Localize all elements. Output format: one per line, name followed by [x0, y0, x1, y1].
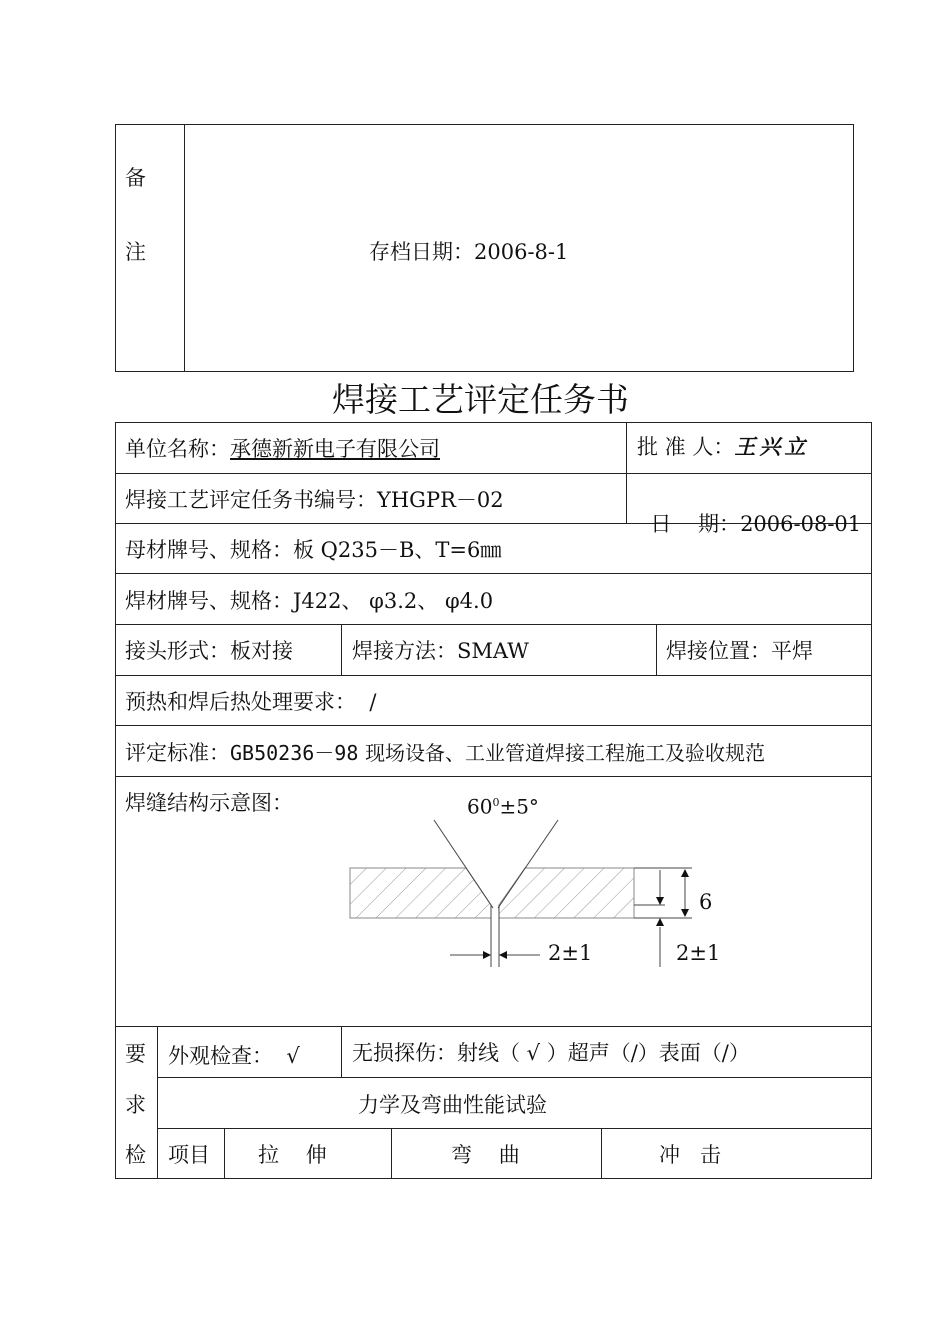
remarks-label-top: 备: [125, 166, 146, 190]
thickness-arrow-bottom: [681, 909, 689, 917]
welding-method: 焊接方法：SMAW: [352, 639, 529, 663]
mechanical-test-title: 力学及弯曲性能试验: [358, 1093, 547, 1117]
task-number-value: YHGPR－02: [377, 488, 504, 512]
col-line: [224, 1128, 225, 1179]
right-plate: [499, 868, 634, 918]
row-line: [115, 1026, 872, 1027]
requirements-side-3: 检: [125, 1143, 146, 1167]
requirements-side-2: 求: [125, 1093, 146, 1117]
thickness-arrow-top: [681, 869, 689, 877]
col-line: [341, 1026, 342, 1077]
joint-form: 接头形式：板对接: [125, 639, 293, 663]
approver-field: [637, 435, 809, 459]
date-field: [637, 488, 861, 536]
thickness-label: 6: [699, 890, 713, 914]
col-line: [341, 624, 342, 675]
visual-inspection: [168, 1044, 300, 1068]
rootface-arrow-bottom: [656, 918, 664, 926]
standard-label: 评定标准：: [125, 741, 230, 765]
col-bend: 弯 曲: [451, 1143, 520, 1167]
row-line: [115, 725, 872, 726]
groove-angle-base: 60: [467, 794, 493, 819]
row-line: [157, 1077, 872, 1078]
col-line: [626, 422, 627, 523]
col-line: [157, 1026, 158, 1179]
approver-label: 批 准 人：: [637, 435, 735, 459]
evaluation-standard: [125, 741, 765, 765]
approver-signature: 王兴立: [734, 434, 810, 459]
gap-arrow-right: [499, 951, 507, 959]
groove-angle-tol: ±5°: [499, 794, 539, 819]
ndt-inspection: 无损探伤：射线（ √ ）超声（/）表面（/）: [352, 1041, 750, 1065]
base-material: 母材牌号、规格：板 Q235－B、T=6㎜: [125, 538, 502, 562]
groove-angle-sup: 0: [492, 796, 500, 809]
row-line: [115, 624, 872, 625]
requirements-side-1: 要: [125, 1042, 146, 1066]
task-number-field: [125, 488, 504, 512]
visual-inspection-mark: √: [286, 1044, 300, 1068]
remarks-divider: [184, 124, 185, 372]
col-line: [391, 1128, 392, 1179]
weld-joint-diagram: [340, 815, 720, 975]
welding-position: 焊接位置：平焊: [666, 639, 813, 663]
task-number-label: 焊接工艺评定任务书编号：: [125, 488, 377, 512]
rootface-arrow-top: [656, 897, 664, 905]
date-value: 2006-08-01: [740, 512, 862, 536]
remarks-label-bottom: 注: [125, 240, 146, 264]
gap-label: 2±1: [548, 941, 593, 965]
col-line: [656, 624, 657, 675]
row-line: [115, 473, 872, 474]
row-line: [115, 776, 872, 777]
standard-name: 现场设备、工业管道焊接工程施工及验收规范: [365, 741, 766, 765]
archive-date: 存档日期：2006-8-1: [369, 240, 569, 264]
date-label: 日 期：: [650, 512, 741, 536]
row-line: [157, 1128, 872, 1129]
col-tensile: 拉 伸: [258, 1143, 327, 1167]
unit-name-value: 承德新新电子有限公司: [230, 437, 440, 461]
visual-inspection-label: 外观检查：: [168, 1044, 273, 1068]
root-face-label: 2±1: [676, 941, 721, 965]
left-plate: [350, 868, 491, 918]
gap-arrow-left: [483, 951, 491, 959]
unit-name-label: 单位名称：: [125, 437, 230, 461]
col-impact: 冲 击: [659, 1143, 722, 1167]
col-line: [601, 1128, 602, 1179]
row-line: [115, 573, 872, 574]
document-title: 焊接工艺评定任务书: [332, 380, 629, 419]
row-line: [115, 675, 872, 676]
col-item: 项目: [168, 1143, 210, 1167]
filler-material: 焊材牌号、规格：J422、 φ3.2、 φ4.0: [125, 589, 494, 613]
standard-code: GB50236－98: [230, 741, 359, 765]
heat-treatment: 预热和焊后热处理要求： /: [125, 690, 377, 714]
diagram-label: 焊缝结构示意图：: [125, 791, 293, 815]
unit-name-field: [125, 437, 440, 461]
